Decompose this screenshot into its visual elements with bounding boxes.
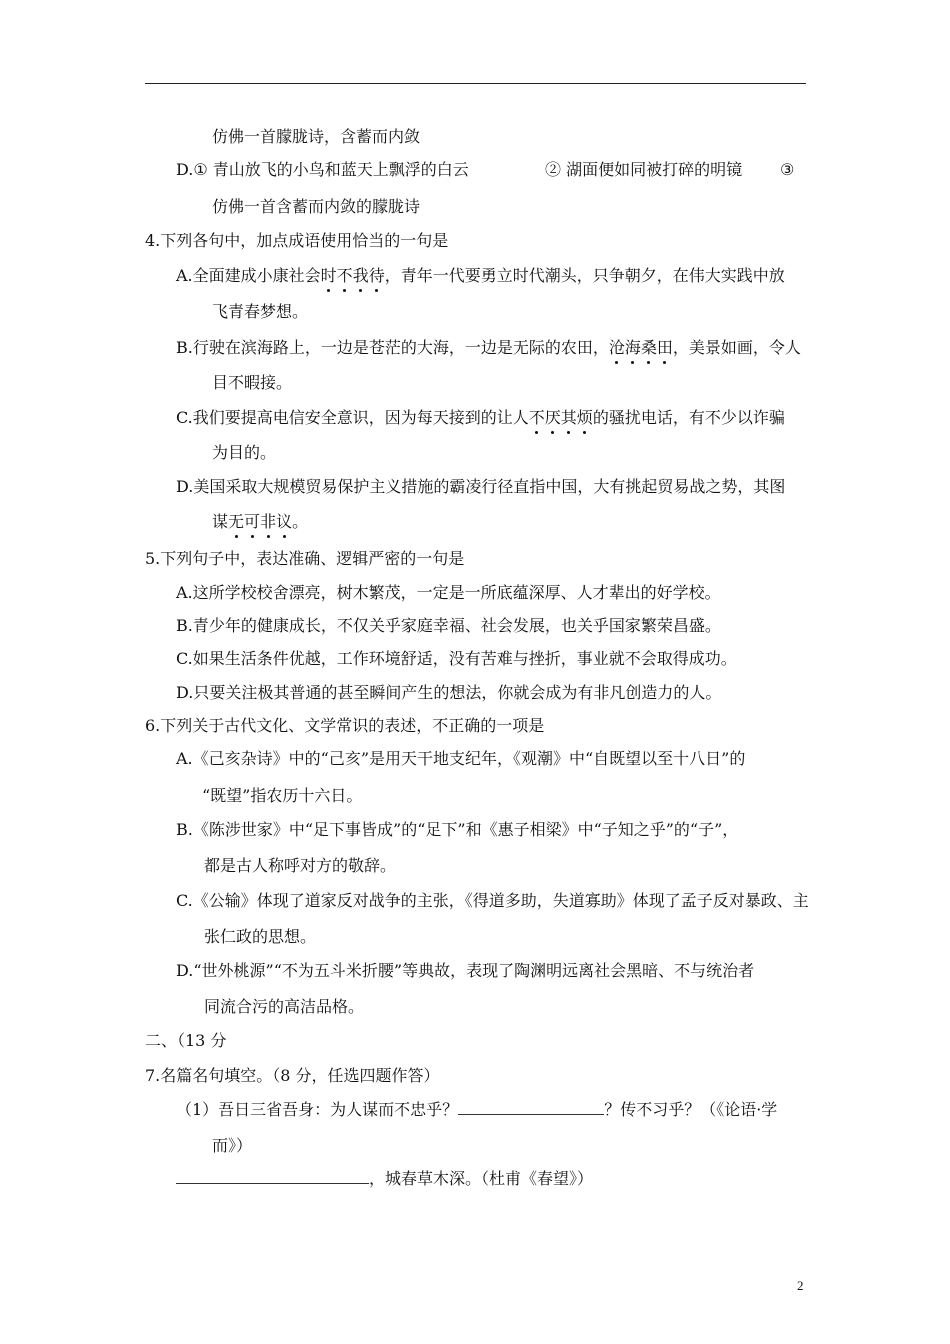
q4-option-b-cont: 目不暇接。	[212, 373, 293, 392]
q7-item-2-blank[interactable]	[176, 1169, 369, 1184]
dotted-character: 烦	[576, 408, 593, 427]
q4-stem: 4.下列各句中，加点成语使用恰当的一句是	[145, 231, 449, 250]
q4-option-b	[176, 338, 801, 358]
q5-stem: 5.下列句子中，表达准确、逻辑严密的一句是	[145, 549, 465, 568]
q4-option-b-post: ，美景如画，令人	[672, 338, 801, 357]
q7-item-1-pre: （1）吾日三省吾身：为人谋而不忠乎？	[176, 1100, 459, 1119]
q4-option-a-post: ，青年一代要勇立时代潮头，只争朝夕，在伟大实践中放	[384, 266, 785, 285]
q4-option-c-dotted-idiom	[529, 408, 593, 427]
q7-item-2	[176, 1169, 593, 1189]
q4-option-b-pre: B.行驶在滨海路上，一边是苍茫的大海，一边是无际的农田，	[176, 338, 609, 357]
q4-option-a	[176, 266, 785, 286]
dotted-character: 其	[560, 408, 577, 427]
q7-item-1-blank[interactable]	[458, 1100, 604, 1115]
q7-item-1-cont: 而》）	[212, 1136, 253, 1155]
q3-option-d-tail: 仿佛一首含蓄而内敛的朦胧诗	[212, 197, 421, 216]
q3-option-d-part2: ② 湖面便如同被打碎的明镜	[545, 160, 743, 179]
dotted-character: 议	[276, 512, 293, 531]
q7-item-1	[176, 1100, 777, 1120]
q3-option-d-part3: ③	[780, 160, 795, 179]
q5-option-c: C.如果生活条件优越，工作环境舒适，没有苦难与挫折，事业就不会取得成功。	[176, 649, 737, 668]
q3-option-d-part1: D.① 青山放飞的小鸟和蓝天上飘浮的白云	[176, 160, 469, 179]
q3-option-c-tail: 仿佛一首朦胧诗，含蓄而内敛	[212, 127, 421, 146]
q7-stem: 7.名篇名句填空。（8 分，任选四题作答）	[145, 1066, 440, 1085]
dotted-character: 非	[260, 512, 277, 531]
section-two-heading: 二、（13 分	[145, 1031, 227, 1050]
dotted-character: 不	[336, 266, 353, 285]
q4-option-d-dotted-idiom	[228, 512, 292, 531]
q5-option-d: D.只要关注极其普通的甚至瞬间产生的想法，你就会成为有非凡创造力的人。	[176, 683, 722, 702]
q4-option-d: D.美国采取大规模贸易保护主义措施的霸凌行径直指中国，大有挑起贸易战之势，其图	[176, 477, 786, 496]
dotted-character: 我	[352, 266, 369, 285]
q4-option-a-pre: A.全面建成小康社会	[176, 266, 321, 285]
q6-option-c: C.《公输》体现了道家反对战争的主张，《得道多助，失道寡助》体现了孟子反对暴政、主	[176, 891, 809, 910]
q5-option-a: A.这所学校校舍漂亮，树木繁茂，一定是一所底蕴深厚、人才辈出的好学校。	[176, 583, 721, 602]
dotted-character: 厌	[544, 408, 561, 427]
q7-item-1-post: ？传不习乎？（《论语·学	[604, 1100, 778, 1119]
q4-option-a-cont: 飞青春梦想。	[212, 302, 309, 321]
dotted-character: 沧	[608, 338, 625, 357]
q6-option-b: B.《陈涉世家》中“足下事皆成”的“足下”和《惠子相梁》中“子知之乎”的“子”，	[176, 820, 739, 839]
dotted-character: 无	[228, 512, 245, 531]
dotted-character: 时	[320, 266, 337, 285]
dotted-character: 可	[244, 512, 261, 531]
header-rule	[145, 83, 806, 84]
q5-option-b: B.青少年的健康成长，不仅关乎家庭幸福、社会发展，也关乎国家繁荣昌盛。	[176, 616, 721, 635]
q4-option-d-cont-post: 。	[292, 512, 309, 531]
q6-option-a-cont: “既望”指农历十六日。	[202, 786, 363, 805]
dotted-character: 海	[624, 338, 641, 357]
page-number: 2	[797, 1278, 804, 1293]
q6-option-c-cont: 张仁政的思想。	[204, 927, 317, 946]
dotted-character: 田	[656, 338, 673, 357]
q4-option-c-post: 的骚扰电话，有不少以诈骗	[592, 408, 785, 427]
q7-item-2-post: ，城春草木深。（杜甫《春望》）	[369, 1169, 594, 1188]
q4-option-d-cont	[212, 512, 308, 532]
q6-option-b-cont: 都是古人称呼对方的敬辞。	[204, 856, 397, 875]
q4-option-a-dotted-idiom	[321, 266, 385, 285]
q6-stem: 6.下列关于古代文化、文学常识的表述，不正确的一项是	[145, 716, 545, 735]
q4-option-d-cont-pre: 谋	[212, 512, 229, 531]
q4-option-b-dotted-idiom	[609, 338, 673, 357]
q6-option-d-cont: 同流合污的高洁品格。	[204, 997, 365, 1016]
dotted-character: 待	[368, 266, 385, 285]
q6-option-d: D.“世外桃源”“不为五斗米折腰”等典故，表现了陶渊明远离社会黑暗、不与统治者	[176, 961, 755, 980]
q4-option-c	[176, 408, 785, 428]
q4-option-c-cont: 为目的。	[212, 443, 277, 462]
dotted-character: 桑	[640, 338, 657, 357]
q6-option-a: A.《己亥杂诗》中的“己亥”是用天干地支纪年，《观潮》中“自既望以至十八日”的	[176, 749, 746, 768]
q4-option-c-pre: C.我们要提高电信安全意识，因为每天接到的让人	[176, 408, 529, 427]
dotted-character: 不	[528, 408, 545, 427]
